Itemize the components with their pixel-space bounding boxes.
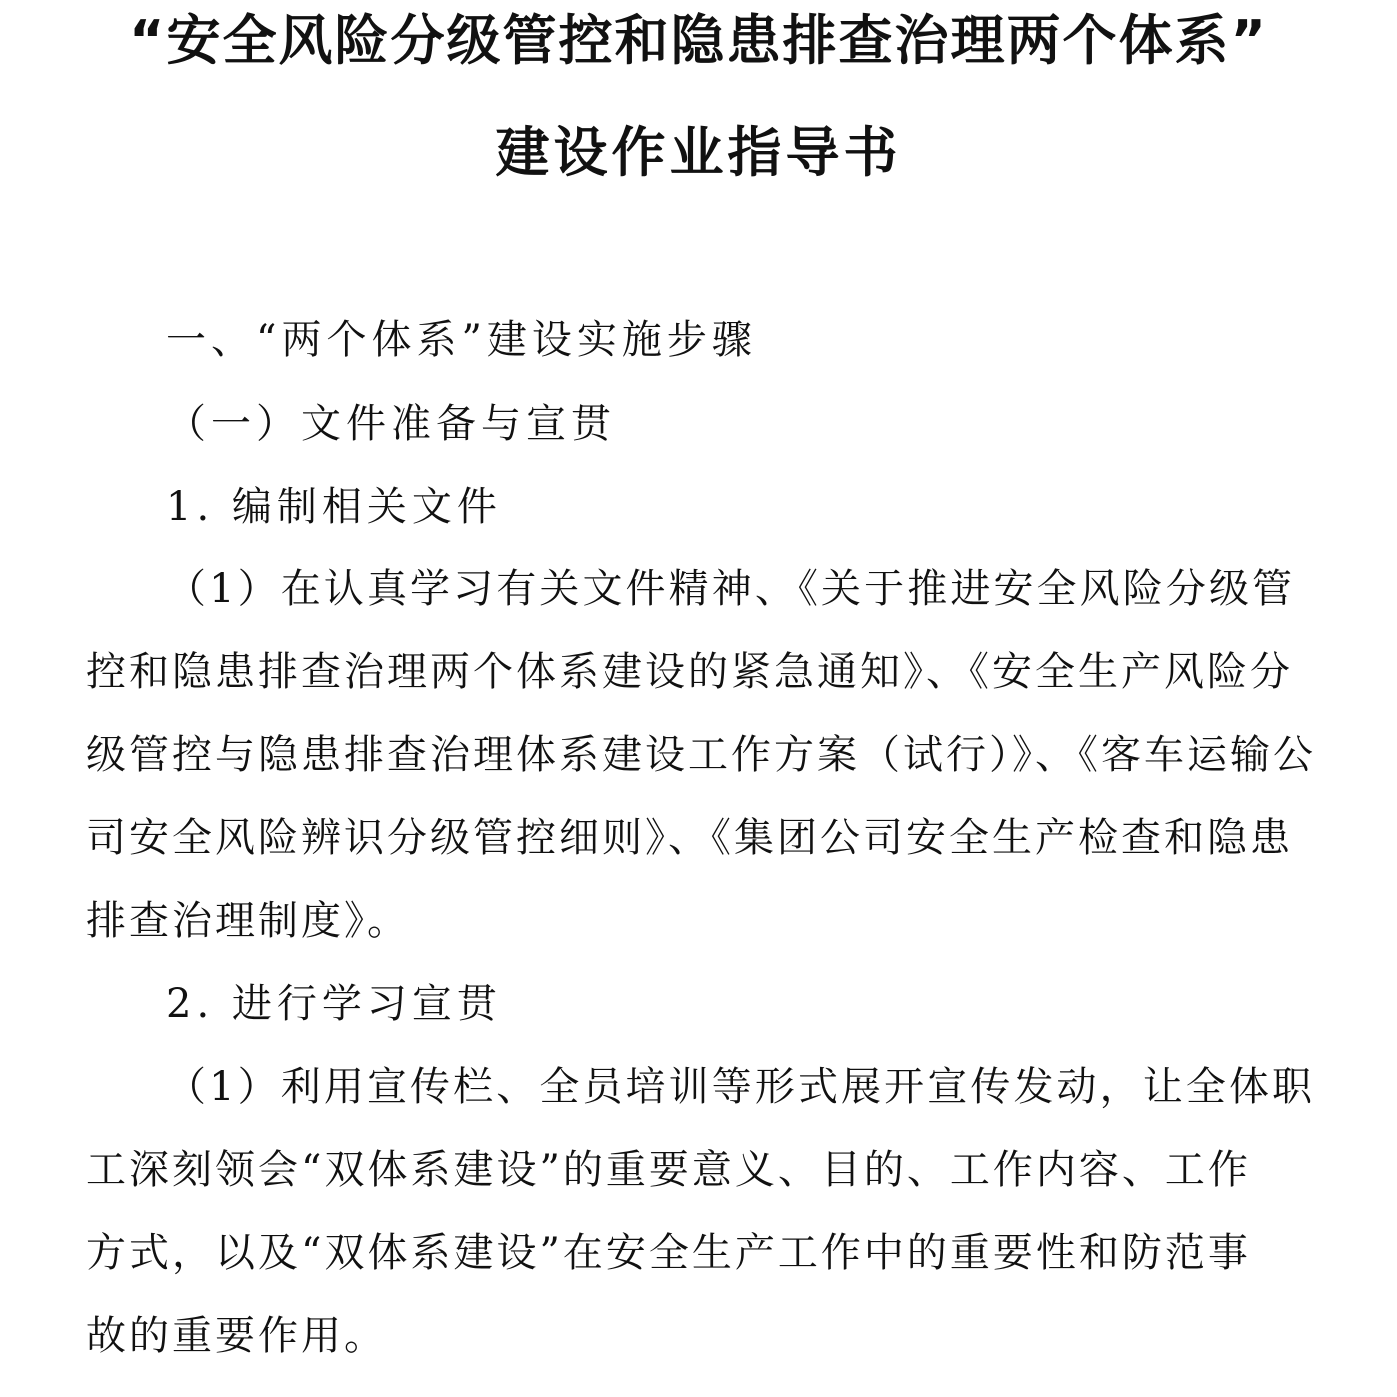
paragraph-1-line: 排查治理制度》。 — [86, 898, 410, 944]
paragraph-2-line: 工深刻领会“双体系建设”的重要意义、目的、工作内容、工作 — [86, 1147, 1251, 1193]
section-heading: 一、“两个体系”建设实施步骤 — [166, 317, 757, 363]
paragraph-1-line: 司安全风险辨识分级管控细则》、《集团公司安全生产检查和隐患 — [86, 815, 1293, 861]
item-heading-2: 2. 进行学习宣贯 — [166, 981, 502, 1027]
paragraph-2-line: 故的重要作用。 — [86, 1313, 387, 1359]
item-heading-1: 1. 编制相关文件 — [166, 484, 502, 530]
document-title-line-1: “安全风险分级管控和隐患排查治理两个体系” — [129, 9, 1268, 72]
paragraph-1-line: （1）在认真学习有关文件精神、《关于推进安全风险分级管 — [166, 566, 1296, 612]
paragraph-2-line: （1）利用宣传栏、全员培训等形式展开宣传发动，让全体职 — [166, 1064, 1316, 1110]
subsection-heading: （一）文件准备与宣贯 — [166, 401, 616, 447]
document-title-line-2: 建设作业指导书 — [495, 121, 902, 184]
paragraph-1-line: 控和隐患排查治理两个体系建设的紧急通知》、《安全生产风险分 — [86, 649, 1293, 695]
paragraph-2-line: 方式，以及“双体系建设”在安全生产工作中的重要性和防范事 — [86, 1230, 1251, 1276]
paragraph-1-line: 级管控与隐患排查治理体系建设工作方案（试行）》、《客车运输公 — [86, 732, 1316, 778]
